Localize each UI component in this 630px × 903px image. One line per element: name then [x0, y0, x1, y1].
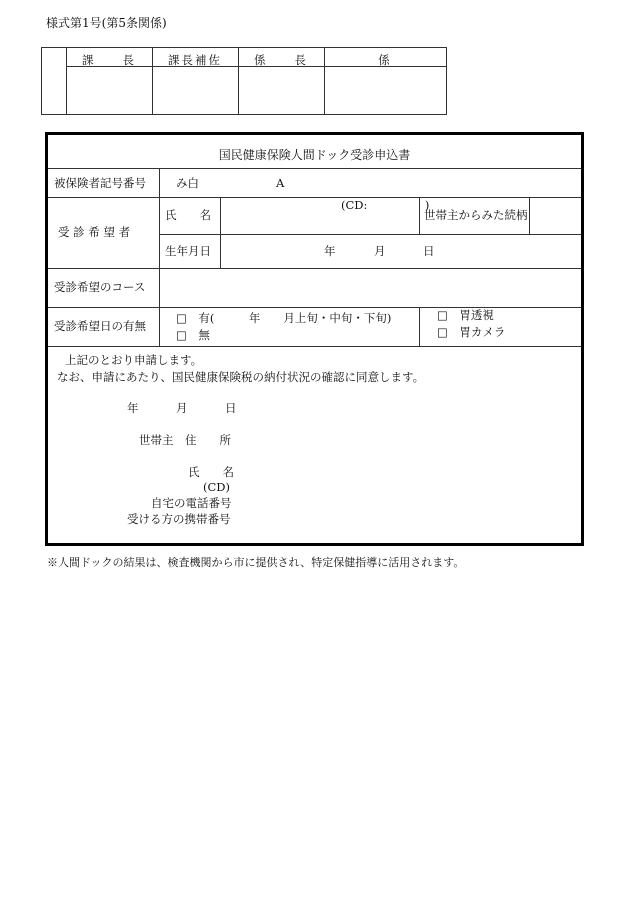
- row-line: [159, 234, 581, 235]
- stamp-header-subsection-chief: 係 長: [254, 53, 308, 67]
- exam-type-line: [419, 307, 420, 346]
- stamp-header-section-chief: 課 長: [82, 53, 136, 67]
- application-date-year: 年: [127, 401, 139, 415]
- row-line: [48, 197, 581, 198]
- row-line: [48, 168, 581, 169]
- declaration-line-2: なお、申請にあたり、国民健康保険税の納付状況の確認に同意します。: [57, 370, 425, 384]
- stamp-header-deputy-chief: 課長補佐: [168, 53, 222, 67]
- gastric-xray-checkbox[interactable]: □ 胃透視: [437, 308, 494, 322]
- approval-stamp-table: [41, 47, 447, 115]
- label-column-line: [159, 168, 160, 346]
- application-date-day: 日: [225, 401, 237, 415]
- insured-number-prefix: み白: [176, 176, 199, 190]
- gastroscopy-checkbox[interactable]: □ 胃カメラ: [437, 325, 506, 339]
- applicant-label: 受 診 希 望 者: [58, 225, 131, 239]
- form-number: 様式第1号(第5条関係): [46, 16, 167, 30]
- mobile-phone-label: 受ける方の携帯番号: [127, 512, 231, 526]
- householder-cd: (CD): [203, 480, 230, 494]
- footnote: ※人間ドックの結果は、検査機関から市に提供され、特定保健指導に活用されます。: [47, 556, 465, 569]
- householder-address-label: 世帯主 住 所: [139, 433, 231, 447]
- cd-code-field[interactable]: (CD: ): [341, 198, 430, 212]
- date-pref-yes-checkbox[interactable]: □ 有( 年 月上旬・中旬・下旬): [176, 311, 392, 325]
- declaration-line-1: 上記のとおり申請します。: [65, 353, 203, 367]
- row-line: [48, 268, 581, 269]
- dob-month: 月: [374, 244, 386, 258]
- form-title: 国民健康保険人間ドック受診申込書: [218, 148, 411, 162]
- date-pref-label: 受診希望日の有無: [54, 319, 146, 333]
- relation-label: 世帯主からみた続柄: [424, 208, 528, 222]
- stamp-header-staff: 係: [378, 53, 392, 67]
- insured-number-letter: A: [276, 176, 285, 190]
- sub-label-line: [220, 197, 221, 268]
- date-pref-no-checkbox[interactable]: □ 無: [176, 328, 210, 342]
- dob-label: 生年月日: [165, 244, 211, 258]
- row-line: [48, 307, 581, 308]
- dob-day: 日: [423, 244, 435, 258]
- dob-year: 年: [324, 244, 336, 258]
- insured-number-label: 被保険者記号番号: [54, 176, 146, 190]
- relation-value-line: [529, 197, 530, 234]
- name-label: 氏 名: [165, 208, 211, 222]
- row-line: [48, 346, 581, 347]
- home-phone-label: 自宅の電話番号: [151, 496, 232, 510]
- application-date-month: 月: [176, 401, 188, 415]
- householder-name-label: 氏 名: [188, 465, 234, 479]
- application-form: [45, 132, 584, 546]
- course-label: 受診希望のコース: [54, 280, 146, 294]
